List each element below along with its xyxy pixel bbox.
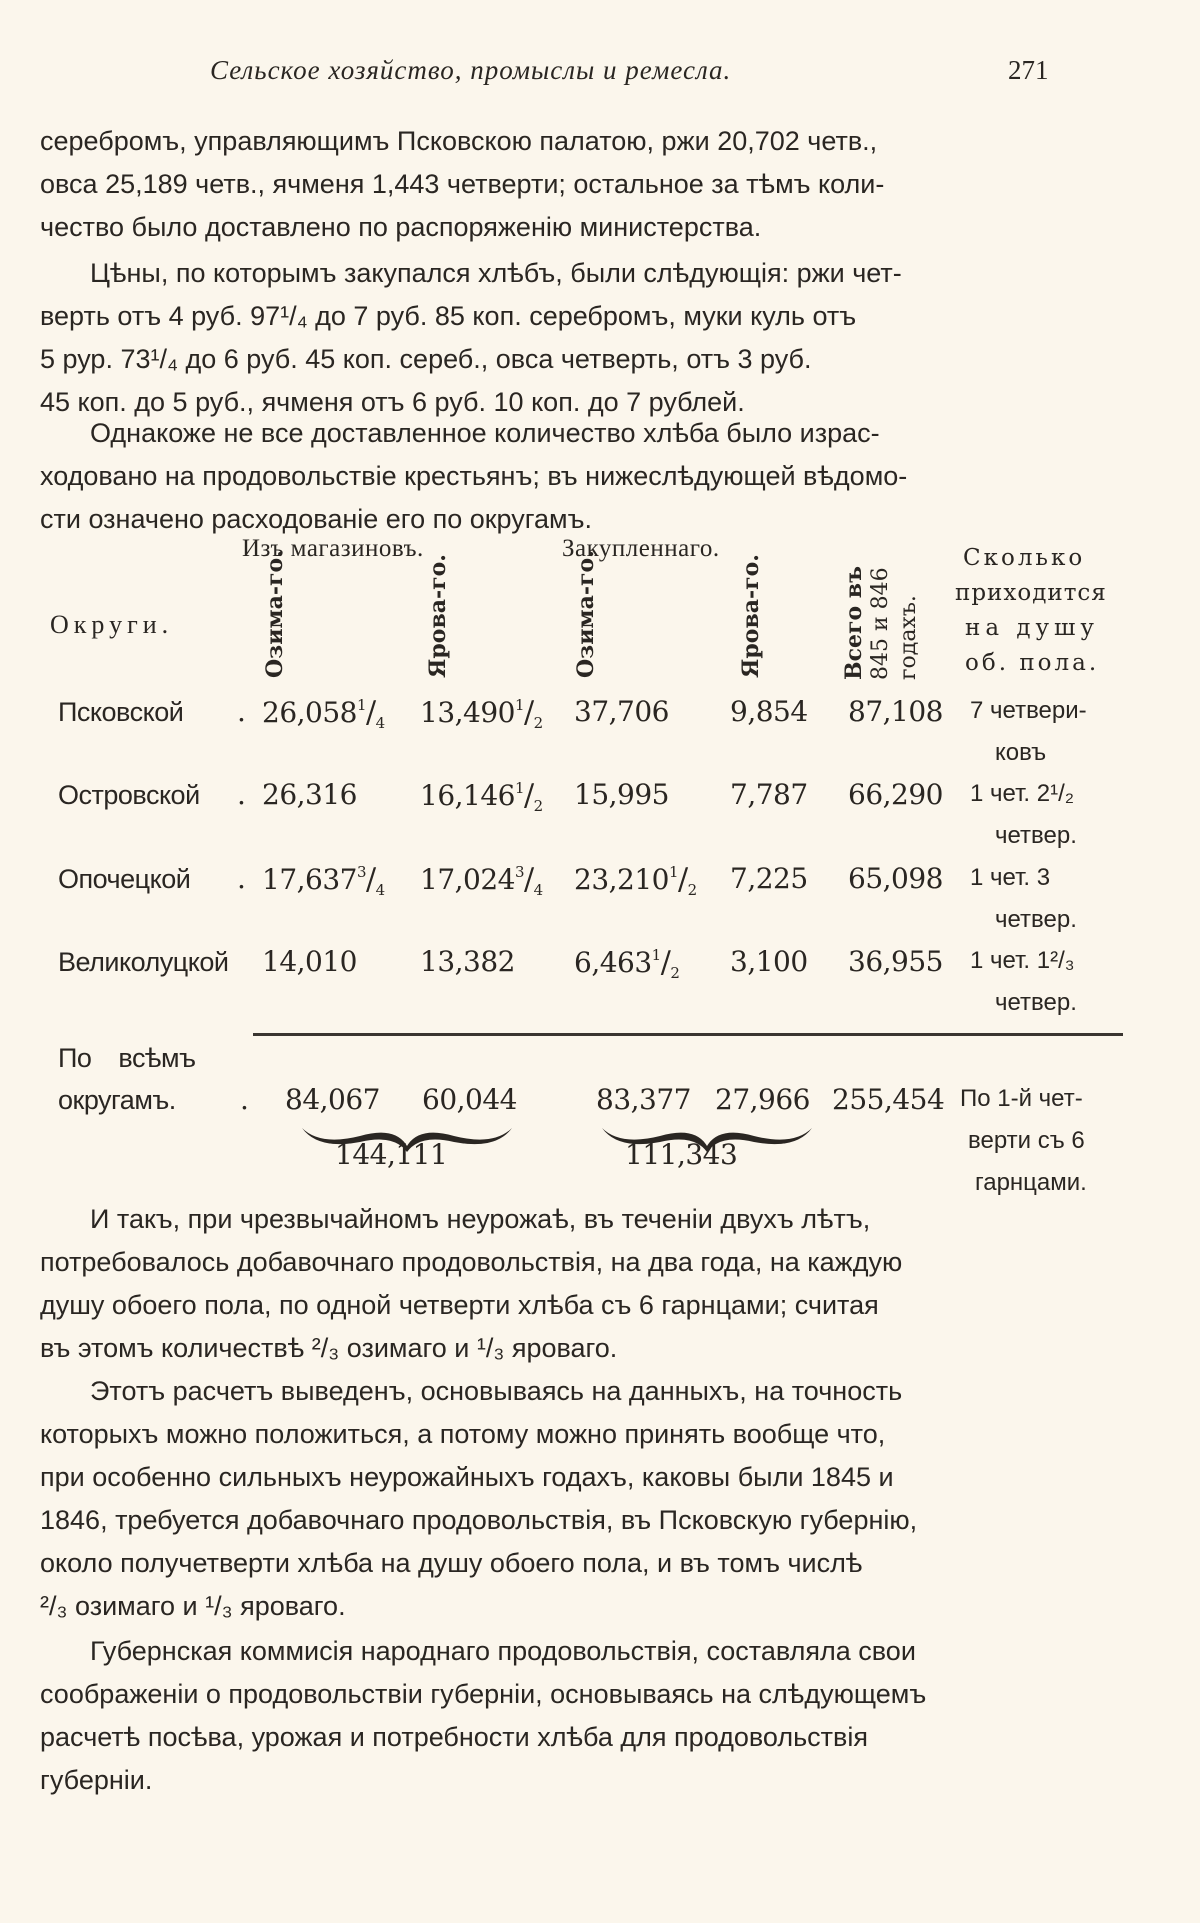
col-header-per-soul-3: на душу bbox=[965, 615, 1099, 641]
cell-total: 87,108 bbox=[848, 695, 943, 728]
totals-leader: . bbox=[240, 1083, 249, 1116]
row-leader: . bbox=[237, 862, 246, 895]
text-line: потребовалось добавочнаго продовольствія, на два года, на каждую bbox=[40, 1247, 903, 1277]
text-line: Этотъ расчетъ выведенъ, основываясь на данныхъ, на точность bbox=[90, 1376, 903, 1406]
text-line: сти означено расходованіе его по округамъ. bbox=[40, 504, 592, 534]
col-header-per-soul-2: приходится bbox=[955, 580, 1107, 606]
col-header-purch-winter: Озима-го. bbox=[573, 550, 599, 678]
per-soul-note: четвер. bbox=[995, 989, 1077, 1016]
cell-integer: 7,787 bbox=[730, 778, 808, 811]
table-divider bbox=[253, 1033, 1123, 1036]
col-header-total-1: Всего въ bbox=[841, 566, 867, 680]
cell-stores-winter bbox=[262, 945, 357, 978]
cell-purch-spring bbox=[730, 778, 808, 811]
fraction-slash: / bbox=[524, 778, 534, 813]
fraction-numerator: 3 bbox=[356, 863, 367, 881]
text-line: въ этомъ количествѣ ²/₃ озимаго и ¹/₃ яроваго. bbox=[40, 1333, 618, 1363]
fraction-numerator: 1 bbox=[514, 696, 525, 714]
col-header-total-2: 845 и 846 bbox=[868, 567, 893, 680]
totals-label-2: округамъ. bbox=[58, 1085, 176, 1115]
per-soul-note: четвер. bbox=[995, 822, 1077, 849]
cell-purch-spring bbox=[730, 862, 808, 895]
page-number: 271 bbox=[1008, 55, 1049, 85]
fraction-slash: / bbox=[366, 695, 376, 730]
totals-stores-spring: 60,044 bbox=[422, 1083, 517, 1116]
row-leader: . bbox=[237, 695, 246, 728]
per-soul-note: 1 чет. 3 bbox=[970, 864, 1051, 891]
fraction-numerator: 3 bbox=[514, 863, 525, 881]
fraction-denominator: 2 bbox=[670, 964, 680, 982]
fraction-slash: / bbox=[678, 862, 688, 897]
fraction-denominator: 4 bbox=[375, 714, 385, 732]
cell-stores-spring bbox=[420, 778, 543, 815]
col-header-purch-spring: Ярова-го. bbox=[738, 554, 764, 678]
text-line: ходовано на продовольствіе крестьянъ; въ нижеслѣдующей вѣдомо- bbox=[40, 461, 908, 491]
cell-purch-spring bbox=[730, 945, 808, 978]
fraction-denominator: 2 bbox=[687, 881, 697, 899]
text-line: 45 коп. до 5 руб., ячменя отъ 6 руб. 10 коп. до 7 рублей. bbox=[40, 387, 745, 417]
cell-integer: 26,316 bbox=[262, 778, 357, 811]
cell-integer: 13,382 bbox=[420, 945, 515, 978]
text-line: соображеніи о продовольствіи губерніи, основываясь на слѣдующемъ bbox=[40, 1679, 927, 1709]
cell-purch-winter bbox=[574, 695, 669, 728]
cell-stores-winter bbox=[262, 862, 385, 899]
group-header-purchased: Закупленнаго. bbox=[562, 535, 720, 562]
col-header-per-soul-4: об. пола. bbox=[965, 650, 1100, 676]
fraction-slash: / bbox=[524, 862, 534, 897]
text-line: верть отъ 4 руб. 97¹/₄ до 7 руб. 85 коп. серебромъ, муки куль отъ bbox=[40, 301, 857, 331]
totals-label-1: По всѣмъ bbox=[58, 1043, 196, 1073]
text-line: 1846, требуется добавочнаго продовольствія, въ Псковскую губернію, bbox=[40, 1505, 918, 1535]
text-line: которыхъ можно положиться, а потому можно принять вообще что, bbox=[40, 1419, 886, 1449]
cell-integer: 14,010 bbox=[262, 945, 357, 978]
fraction-numerator: 1 bbox=[356, 696, 367, 714]
text-line: Цѣны, по которымъ закупался хлѣбъ, были слѣдующія: ржи чет- bbox=[90, 258, 902, 288]
fraction-numerator: 1 bbox=[668, 863, 679, 881]
cell-stores-spring bbox=[420, 862, 543, 899]
totals-total: 255,454 bbox=[832, 1083, 945, 1116]
text-line: душу обоего пола, по одной четверти хлѣба съ 6 гарнцами; считая bbox=[40, 1290, 879, 1320]
paragraph-4 bbox=[40, 1198, 1120, 1370]
cell-integer: 23,210 bbox=[574, 863, 669, 896]
cell-purch-winter bbox=[574, 862, 697, 899]
per-soul-note: 1 чет. 2¹/₂ bbox=[970, 780, 1075, 807]
district-name: Великолуцкой bbox=[58, 947, 229, 977]
text-line: 5 рур. 73¹/₄ до 6 руб. 45 коп. сереб., овса четверть, отъ 3 руб. bbox=[40, 344, 812, 374]
cell-total: 65,098 bbox=[848, 862, 943, 895]
fraction-denominator: 4 bbox=[533, 881, 543, 899]
col-header-district: Округи. bbox=[50, 610, 174, 639]
cell-integer: 26,058 bbox=[262, 696, 357, 729]
row-leader: . bbox=[237, 778, 246, 811]
group-header-stores: Изъ магазиновъ. bbox=[242, 535, 424, 562]
per-soul-note: 1 чет. 1²/₃ bbox=[970, 947, 1075, 974]
per-soul-note: четвер. bbox=[995, 906, 1077, 933]
cell-integer: 6,463 bbox=[574, 946, 652, 979]
cell-integer: 16,146 bbox=[420, 779, 515, 812]
totals-per-soul-3: гарнцами. bbox=[975, 1169, 1087, 1196]
cell-stores-spring bbox=[420, 695, 543, 732]
cell-stores-winter bbox=[262, 778, 357, 811]
cell-integer: 7,225 bbox=[730, 862, 808, 895]
col-header-stores-winter: Озима-го. bbox=[262, 550, 288, 678]
totals-per-soul-2: верти съ 6 bbox=[968, 1127, 1085, 1154]
cell-total: 66,290 bbox=[848, 778, 943, 811]
cell-integer: 15,995 bbox=[574, 778, 669, 811]
totals-per-soul-1: По 1-й чет- bbox=[960, 1085, 1083, 1112]
totals-purch-spring: 27,966 bbox=[715, 1083, 810, 1116]
totals-purch-winter: 83,377 bbox=[596, 1083, 691, 1116]
paragraph-2 bbox=[40, 252, 1120, 424]
per-soul-note: 7 четвери- bbox=[970, 697, 1087, 724]
district-name: Опочецкой bbox=[58, 864, 191, 894]
cell-stores-winter bbox=[262, 695, 385, 732]
sum-stores: 144,111 bbox=[335, 1138, 448, 1171]
cell-stores-spring bbox=[420, 945, 515, 978]
district-name: Псковской bbox=[58, 697, 184, 727]
district-name: Островской bbox=[58, 780, 200, 810]
text-line: Однакоже не все доставленное количество хлѣба было израс- bbox=[90, 418, 880, 448]
fraction-slash: / bbox=[524, 695, 534, 730]
fraction-slash: / bbox=[366, 862, 376, 897]
cell-integer: 9,854 bbox=[730, 695, 808, 728]
running-title: Сельское хозяйство, промыслы и ремесла. bbox=[210, 55, 732, 85]
fraction-denominator: 2 bbox=[533, 714, 543, 732]
col-header-per-soul-1: Сколько bbox=[963, 545, 1086, 571]
text-line: овса 25,189 четв., ячменя 1,443 четверти; остальное за тѣмъ коли- bbox=[40, 169, 885, 199]
text-line: около получетверти хлѣба на душу обоего пола, и въ томъ числѣ bbox=[40, 1548, 863, 1578]
col-header-total-3: годахъ. bbox=[896, 595, 921, 680]
cell-purch-winter bbox=[574, 945, 679, 982]
cell-integer: 17,024 bbox=[420, 863, 515, 896]
text-line: чество было доставлено по распоряженію министерства. bbox=[40, 212, 762, 242]
text-line: губерніи. bbox=[40, 1765, 153, 1795]
fraction-numerator: 1 bbox=[514, 779, 525, 797]
fraction-slash: / bbox=[660, 945, 671, 980]
col-header-stores-spring: Ярова-го. bbox=[425, 554, 451, 678]
text-line: Губернская коммисія народнаго продовольствія, составляла свои bbox=[90, 1636, 916, 1666]
fraction-numerator: 1 bbox=[651, 946, 661, 964]
paragraph-3 bbox=[40, 412, 1120, 541]
cell-integer: 13,490 bbox=[420, 696, 515, 729]
cell-integer: 17,637 bbox=[262, 863, 357, 896]
text-line: при особенно сильныхъ неурожайныхъ годахъ, каковы были 1845 и bbox=[40, 1462, 894, 1492]
cell-integer: 3,100 bbox=[730, 945, 808, 978]
cell-total: 36,955 bbox=[848, 945, 943, 978]
paragraph-1 bbox=[40, 120, 1120, 249]
text-line: ²/₃ озимаго и ¹/₃ яроваго. bbox=[40, 1591, 346, 1621]
sum-purchased: 111,343 bbox=[625, 1138, 738, 1171]
fraction-denominator: 2 bbox=[533, 797, 543, 815]
per-soul-note: ковъ bbox=[995, 739, 1047, 766]
text-line: серебромъ, управляющимъ Псковскою палатою, ржи 20,702 четв., bbox=[40, 126, 878, 156]
text-line: И такъ, при чрезвычайномъ неурожаѣ, въ теченіи двухъ лѣтъ, bbox=[90, 1204, 871, 1234]
cell-integer: 37,706 bbox=[574, 695, 669, 728]
cell-purch-spring bbox=[730, 695, 808, 728]
text-line: расчетѣ посѣва, урожая и потребности хлѣба для продовольствія bbox=[40, 1722, 868, 1752]
fraction-denominator: 4 bbox=[375, 881, 385, 899]
paragraph-6 bbox=[40, 1630, 1120, 1802]
paragraph-5 bbox=[40, 1370, 1120, 1628]
cell-purch-winter bbox=[574, 778, 669, 811]
totals-stores-winter: 84,067 bbox=[285, 1083, 380, 1116]
